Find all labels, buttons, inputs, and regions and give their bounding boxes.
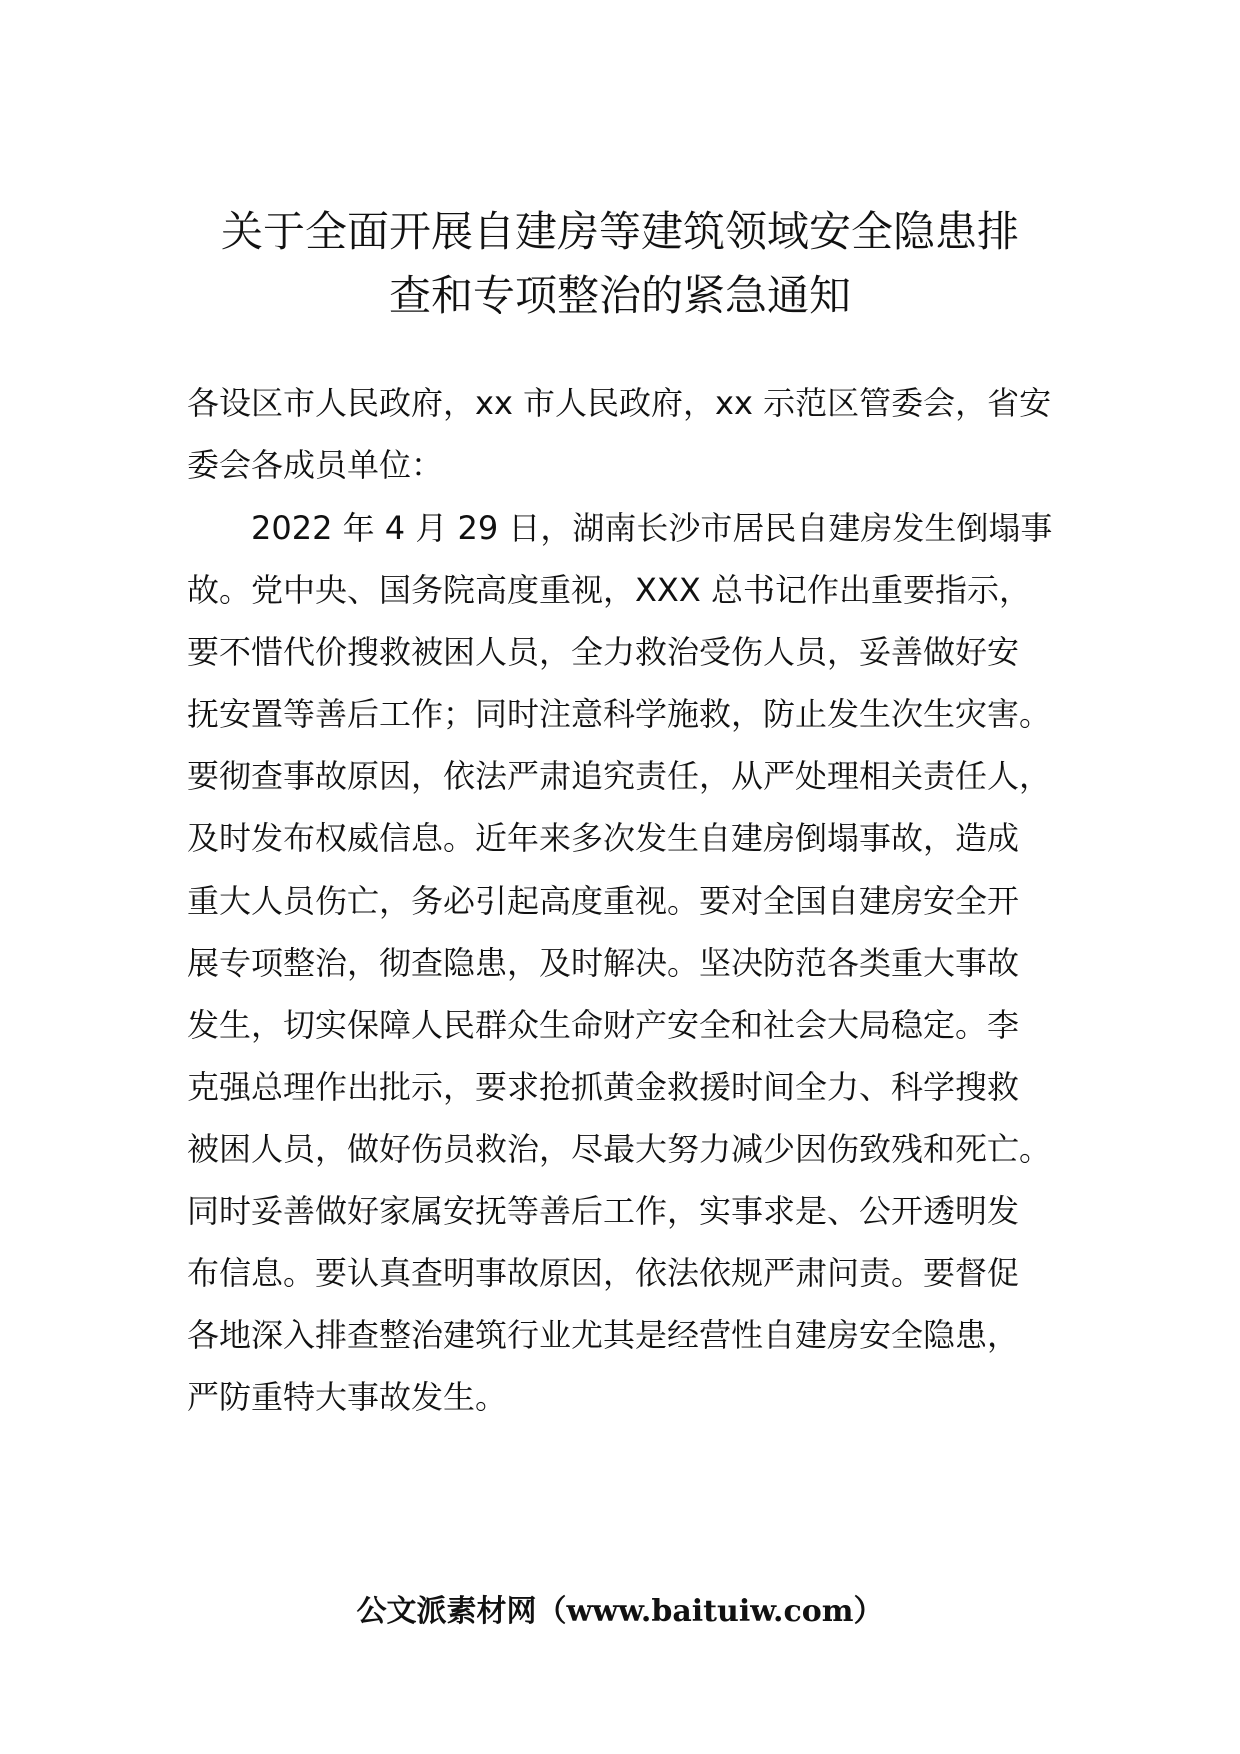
addressee-line: 各设区市人民政府，xx 市人民政府，xx 示范区管委会，省安 [187, 384, 1052, 422]
title-line: 查和专项整治的紧急通知 [388, 271, 851, 320]
body-paragraph [187, 497, 1067, 1428]
body-line: 及时发布权威信息。近年来多次发生自建房倒塌事故，造成 [187, 819, 1020, 858]
document-title [150, 200, 1090, 328]
body-line: 要不惜代价搜救被困人员，全力救治受伤人员，妥善做好安 [187, 633, 1020, 672]
body-line: 要彻查事故原因，依法严肃追究责任，从严处理相关责任人， [187, 757, 1052, 796]
body-line: 故。党中央、国务院高度重视，XXX 总书记作出重要指示， [187, 571, 1031, 610]
body-line: 抚安置等善后工作；同时注意科学施救，防止发生次生灾害。 [187, 695, 1052, 734]
addressee-line: 委会各成员单位： [187, 446, 444, 484]
body-line: 克强总理作出批示，要求抢抓黄金救援时间全力、科学搜救 [187, 1067, 1020, 1106]
body-line: 同时妥善做好家属安抚等善后工作，实事求是、公开透明发 [187, 1192, 1020, 1231]
body-line: 各地深入排查整治建筑行业尤其是经营性自建房安全隐患， [187, 1316, 1020, 1355]
footer-source: 公文派素材网（www.baituiw.com） [356, 1594, 884, 1629]
body-line: 被困人员，做好伤员救治，尽最大努力减少因伤致残和死亡。 [187, 1129, 1052, 1168]
addressee [187, 372, 1067, 496]
body-line: 重大人员伤亡，务必引起高度重视。要对全国自建房安全开 [187, 881, 1020, 920]
body-line: 布信息。要认真查明事故原因，依法依规严肃问责。要督促 [187, 1254, 1020, 1293]
title-line: 关于全面开展自建房等建筑领域安全隐患排 [220, 207, 1019, 256]
body-line: 2022 年 4 月 29 日，湖南长沙市居民自建房发生倒塌事 [251, 509, 1053, 547]
body-line: 发生，切实保障人民群众生命财产安全和社会大局稳定。李 [187, 1005, 1020, 1044]
body-line: 展专项整治，彻查隐患，及时解决。坚决防范各类重大事故 [187, 943, 1020, 982]
body-line: 严防重特大事故发生。 [187, 1378, 508, 1417]
